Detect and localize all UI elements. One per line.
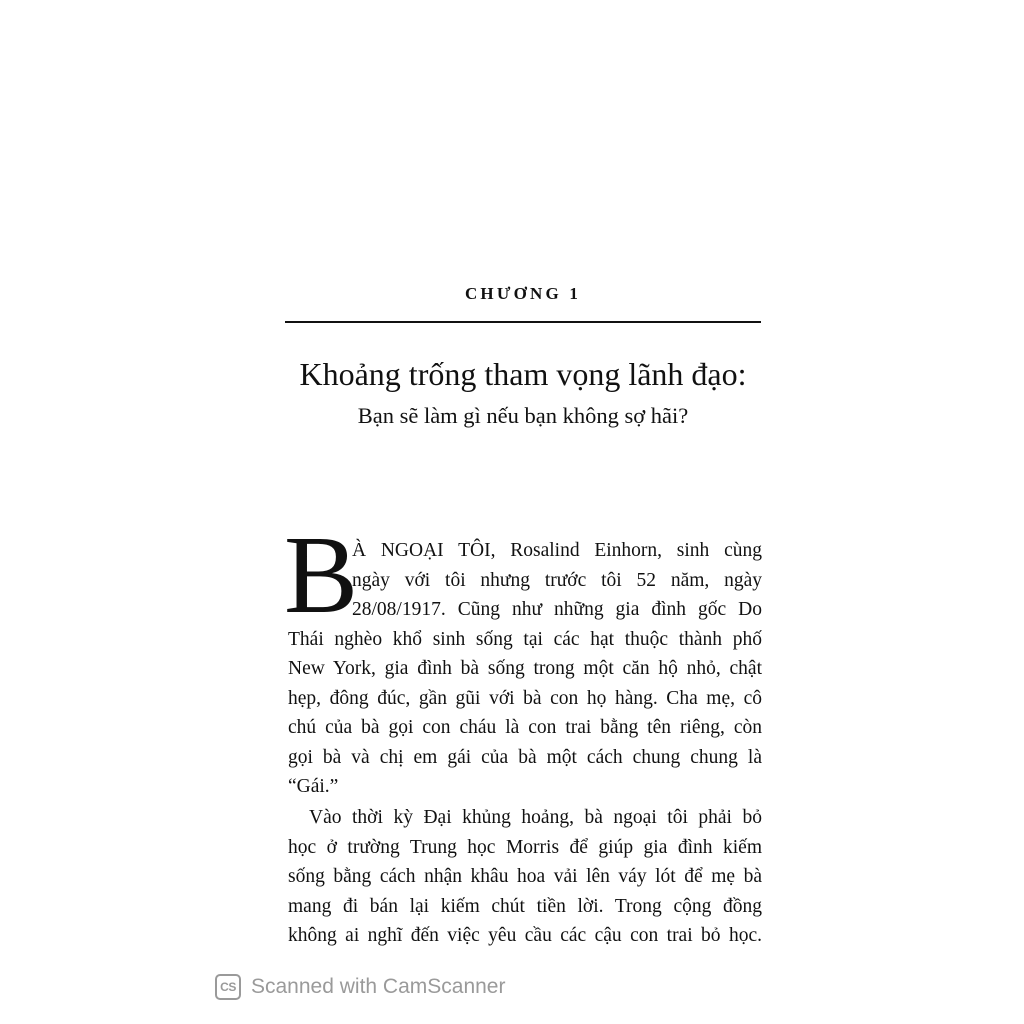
text-line: học ở trường Trung học Morris để giúp gia đình kiếm bbox=[288, 836, 762, 858]
chapter-label: CHƯƠNG 1 bbox=[464, 284, 582, 303]
text-line: À NGOẠI TÔI, Rosalind Einhorn, sinh cùng bbox=[352, 540, 762, 561]
chapter-subtitle: Bạn sẽ làm gì nếu bạn không sợ hãi? bbox=[357, 403, 689, 428]
text-line: sống bằng cách nhận khâu hoa vải lên váy lót để mẹ bà bbox=[288, 866, 762, 887]
chapter-title: Khoảng trống tham vọng lãnh đạo: bbox=[299, 356, 747, 392]
text-line: Thái nghèo khổ sinh sống tại các hạt thuộc thành phố bbox=[288, 628, 762, 650]
body-paragraph-2 bbox=[288, 803, 762, 951]
text-line: Vào thời kỳ Đại khủng hoảng, bà ngoại tôi phải bỏ bbox=[309, 807, 762, 828]
chapter-divider bbox=[285, 321, 761, 323]
text-line: “Gái.” bbox=[288, 776, 339, 797]
drop-cap-letter: B bbox=[284, 514, 359, 637]
text-line: 28/08/1917. Cũng như những gia đình gốc Do bbox=[352, 599, 762, 620]
camscanner-logo-icon: CS bbox=[215, 974, 241, 1000]
text-line: mang đi bán lại kiếm chút tiền lời. Trong cộng đồng bbox=[288, 895, 762, 917]
watermark-text: Scanned with CamScanner bbox=[251, 975, 506, 998]
text-line: chú của bà gọi con cháu là con trai bằng tên riêng, còn bbox=[288, 717, 762, 738]
text-line: không ai nghĩ đến việc yêu cầu các cậu con trai bỏ học. bbox=[288, 925, 762, 946]
camscanner-watermark bbox=[215, 973, 505, 1001]
text-line: hẹp, đông đúc, gần gũi với bà con họ hàng. Cha mẹ, cô bbox=[288, 687, 762, 709]
body-paragraph-1 bbox=[288, 536, 762, 802]
text-line: New York, gia đình bà sống trong một căn hộ nhỏ, chật bbox=[288, 658, 762, 679]
text-line: ngày với tôi nhưng trước tôi 52 năm, ngày bbox=[352, 569, 762, 591]
text-line: gọi bà và chị em gái của bà một cách chung chung là bbox=[288, 746, 762, 768]
